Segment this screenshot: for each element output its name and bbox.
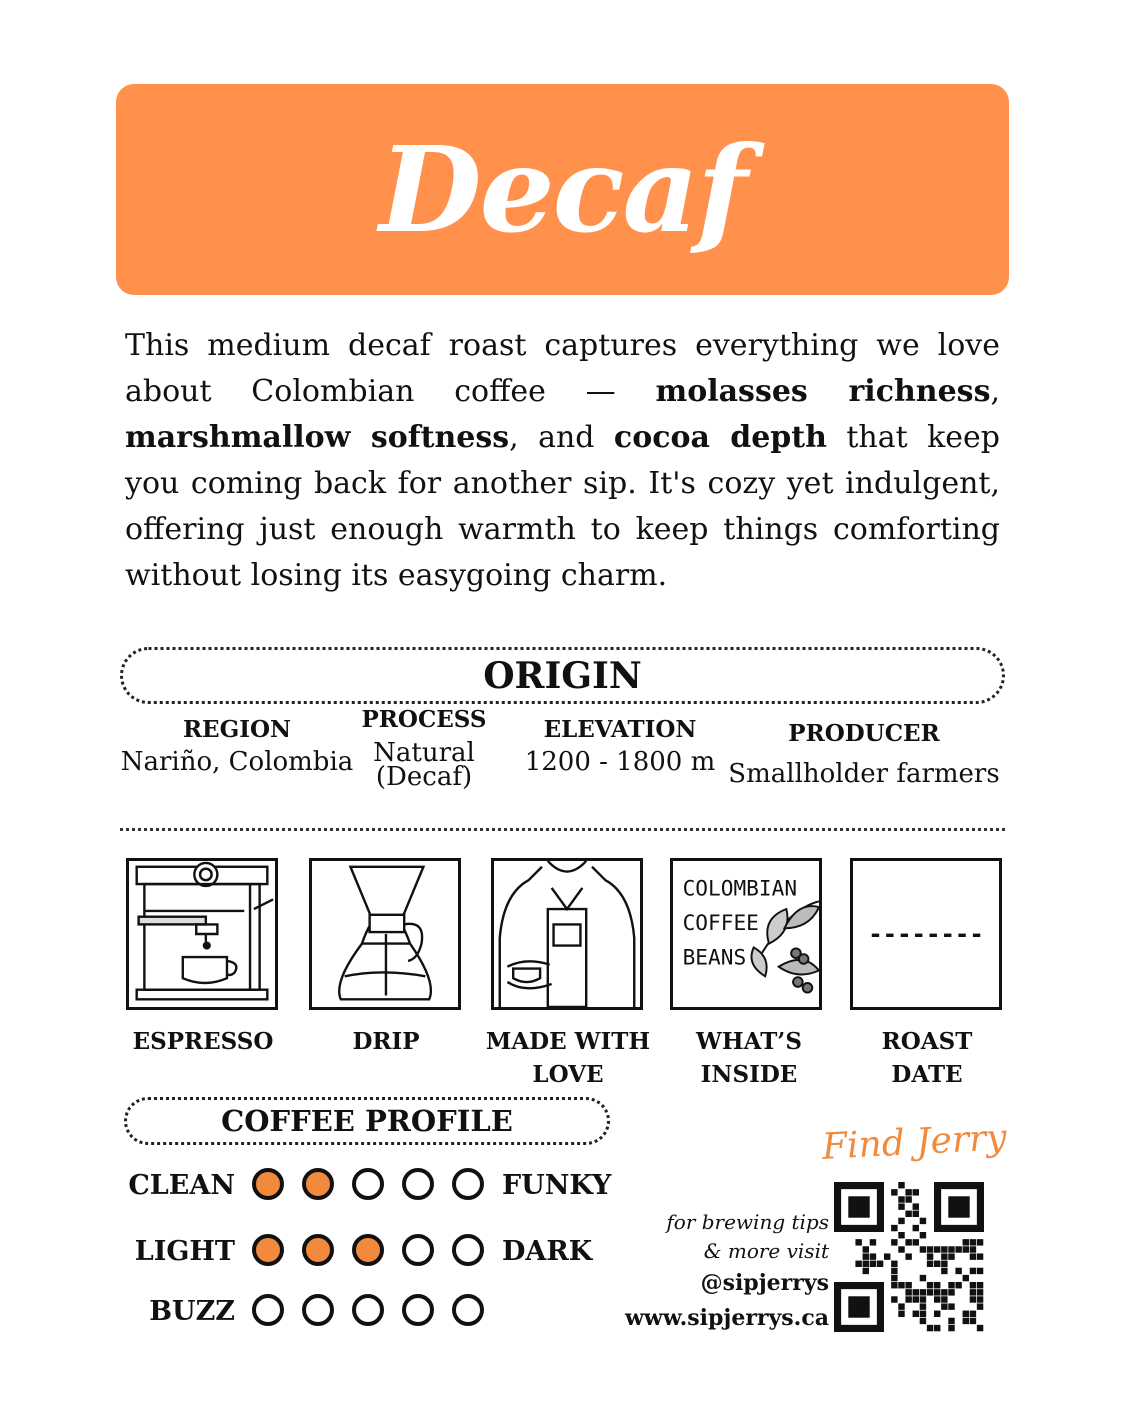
profile-left-label: LIGHT <box>134 1236 235 1267</box>
desc-bold-1: molasses richness <box>655 374 991 409</box>
profile-left-label: BUZZ <box>149 1296 235 1327</box>
section-divider <box>120 828 1005 831</box>
process-label: PROCESS <box>361 706 487 733</box>
tile-label-drip: DRIP <box>352 1028 420 1055</box>
region-block <box>106 716 368 777</box>
desc-text-4: that keep you coming back for another sip. It's cozy yet indulgent, offering just enough warmth to keep things comforting without losing its easygoing charm. <box>125 420 1000 593</box>
region-value: Nariño, Colombia <box>120 747 354 777</box>
profile-dot <box>252 1234 284 1266</box>
profile-row <box>120 1234 610 1278</box>
elevation-label: ELEVATION <box>543 716 697 743</box>
profile-dot <box>402 1234 434 1266</box>
profile-dot <box>252 1294 284 1326</box>
profile-left-label: CLEAN <box>128 1170 235 1201</box>
desc-text-2: , <box>990 374 1001 409</box>
tile-label-whats-inside: WHAT’S INSIDE <box>696 1028 802 1088</box>
coffee-plant-icon <box>670 858 822 1010</box>
elevation-block <box>515 716 725 777</box>
barista-icon <box>491 858 643 1010</box>
desc-text-3: , and <box>509 420 614 455</box>
profile-dot <box>302 1168 334 1200</box>
profile-dot <box>352 1168 384 1200</box>
desc-bold-2: marshmallow softness <box>125 420 510 455</box>
product-title: Decaf <box>379 120 746 259</box>
art-text-2: COFFEE <box>682 910 759 936</box>
profile-dot <box>302 1234 334 1266</box>
handle-link[interactable]: @sipjerrys <box>700 1270 829 1296</box>
chemex-icon <box>309 858 461 1010</box>
profile-dot <box>402 1168 434 1200</box>
description <box>125 323 1000 599</box>
profile-dot <box>402 1294 434 1326</box>
espresso-machine-icon <box>126 858 278 1010</box>
profile-heading: COFFEE PROFILE <box>124 1097 610 1145</box>
profile-dot <box>252 1168 284 1200</box>
qr-code-icon[interactable] <box>834 1182 984 1332</box>
art-text-1: COLOMBIAN <box>682 875 798 901</box>
producer-block <box>716 720 1012 789</box>
process-value-1: Natural <box>373 738 475 768</box>
roast-date-value: -------- <box>868 920 984 948</box>
profile-dot <box>452 1294 484 1326</box>
find-jerry-text: Find Jerry <box>821 1117 1008 1168</box>
tip-line-1: for brewing tips <box>666 1210 829 1234</box>
website-link[interactable]: www.sipjerrys.ca <box>624 1305 829 1331</box>
profile-dot <box>452 1168 484 1200</box>
profile-dot <box>452 1234 484 1266</box>
art-text-3: BEANS <box>682 944 747 970</box>
profile-row <box>120 1168 610 1212</box>
tip-line-2: & more visit <box>703 1239 829 1263</box>
process-value-2: (Decaf) <box>375 762 473 792</box>
elevation-value: 1200 - 1800 m <box>524 747 716 777</box>
process-block <box>356 706 492 792</box>
title-banner <box>116 84 1009 295</box>
tile-label-espresso: ESPRESSO <box>132 1028 274 1055</box>
profile-row <box>120 1294 610 1338</box>
profile-right-label: DARK <box>502 1236 593 1267</box>
desc-text-1: This medium decaf roast captures everything we love about Colombian coffee — <box>125 328 1000 409</box>
producer-label: PRODUCER <box>788 720 940 747</box>
tile-label-made-with-love: MADE WITH LOVE <box>485 1028 651 1088</box>
profile-right-label: FUNKY <box>502 1170 612 1201</box>
roast-date-box <box>850 858 1002 1010</box>
desc-bold-3: cocoa depth <box>613 420 827 455</box>
producer-value: Smallholder farmers <box>728 759 1000 789</box>
origin-heading: ORIGIN <box>120 647 1005 704</box>
profile-dot <box>352 1234 384 1266</box>
region-label: REGION <box>182 716 292 743</box>
profile-dot <box>352 1294 384 1326</box>
profile-dot <box>302 1294 334 1326</box>
tile-label-roast-date: ROAST DATE <box>881 1028 973 1088</box>
